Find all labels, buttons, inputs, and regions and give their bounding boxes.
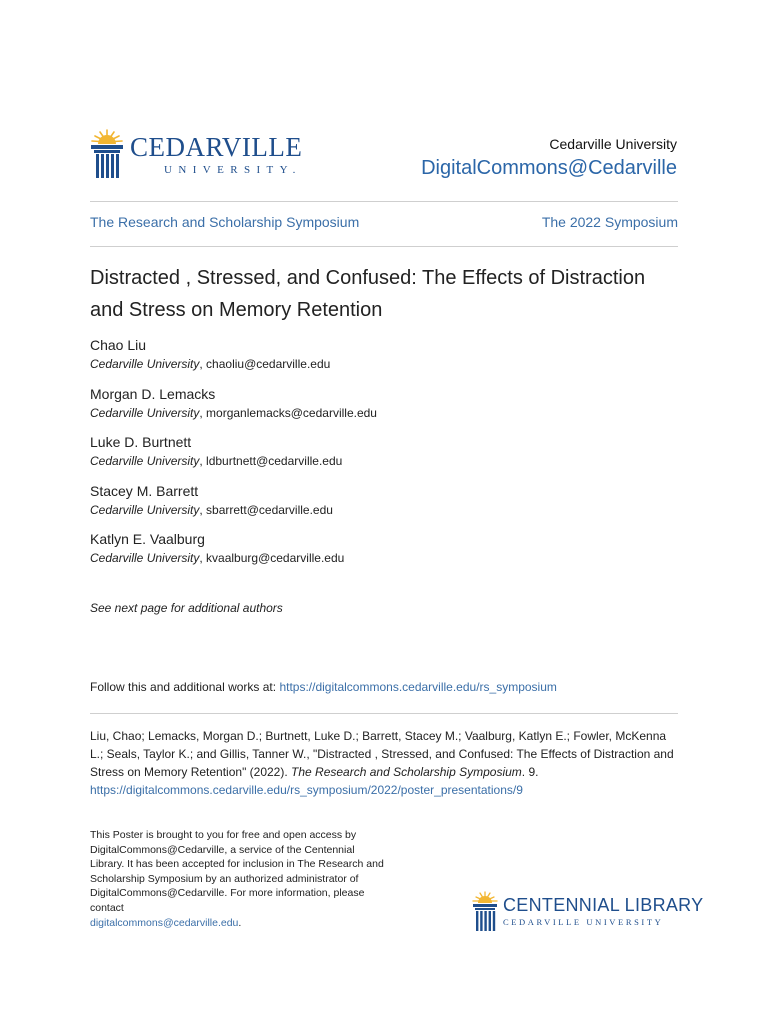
citation-number: . 9.: [521, 765, 539, 779]
library-subtitle: CEDARVILLE UNIVERSITY: [503, 917, 664, 927]
author-entry: [90, 337, 678, 386]
author-email: , ldburtnett@cedarville.edu: [199, 454, 343, 468]
author-name: Morgan D. Lemacks: [90, 385, 216, 402]
more-authors-note: See next page for additional authors: [90, 601, 283, 615]
library-pillar-sun-icon: [472, 890, 498, 932]
author-affiliation: Cedarville University, morganlemacks@cedarville.edu: [90, 405, 377, 420]
author-name: Luke D. Burtnett: [90, 434, 192, 450]
author-entry: [90, 531, 678, 580]
author-email: , morganlemacks@cedarville.edu: [199, 405, 377, 420]
author-email: , sbarrett@cedarville.edu: [199, 502, 333, 517]
author-entry: [90, 386, 678, 435]
divider: [90, 713, 678, 714]
author-email: , chaoliu@cedarville.edu: [199, 357, 331, 371]
author-entry: [90, 434, 678, 483]
author-email: , kvaalburg@cedarville.edu: [199, 551, 345, 565]
divider: [90, 246, 678, 247]
follow-label: Follow this and additional works at:: [90, 680, 280, 694]
citation-journal: The Research and Scholarship Symposium: [291, 765, 522, 779]
series-row: [90, 214, 678, 230]
logo-wordmark: CEDARVILLE: [130, 131, 303, 162]
author-name: Stacey M. Barrett: [90, 482, 199, 499]
author-affiliation: Cedarville University, kvaalburg@cedarville.edu: [90, 551, 345, 565]
citation-link[interactable]: https://digitalcommons.cedarville.edu/rs_symposium/2022/poster_presentations/9: [90, 783, 523, 797]
series-link[interactable]: The Research and Scholarship Symposium: [90, 214, 360, 230]
citation-text: Liu, Chao; Lemacks, Morgan D.; Burtnett, Luke D.; Barrett, Stacey M.; Vaalburg, Katlyn E.; Fowler, McKenna L.; Seals, Taylor K.; and Gillis, Tanner W., "Distracted , Stressed, and Confused: The Effects of Distraction and Stress on Memory Retention" (2022).: [90, 729, 674, 779]
cedarville-logo: [90, 128, 302, 180]
follow-line: [90, 680, 557, 694]
access-statement: [90, 828, 385, 930]
institution-name: Cedarville University: [549, 136, 677, 152]
author-name: Katlyn E. Vaalburg: [90, 531, 205, 547]
collection-link[interactable]: https://digitalcommons.cedarville.edu/rs_symposium: [279, 680, 557, 694]
repository-link[interactable]: DigitalCommons@Cedarville: [421, 157, 677, 179]
author-list: [90, 337, 678, 580]
contact-email-link[interactable]: digitalcommons@cedarville.edu: [90, 916, 239, 929]
event-link[interactable]: The 2022 Symposium: [541, 214, 678, 230]
institution-block: [421, 136, 677, 180]
access-text: This Poster is brought to you for free and open access by DigitalCommons@Cedarville, a service of the Centennial Library. It has been accepted for inclusion in The Research and Scholarship Symposium by an authorized administrator of DigitalCommons@Cedarville. For more information, please contact: [90, 829, 384, 914]
author-name: Chao Liu: [90, 337, 147, 353]
author-affiliation: Cedarville University, ldburtnett@cedarville.edu: [90, 454, 343, 468]
recommended-citation: [90, 727, 680, 799]
centennial-library-logo: [472, 890, 703, 932]
access-end: .: [238, 916, 242, 929]
cedarville-pillar-sun-icon: [90, 128, 124, 180]
paper-title: Distracted , Stressed, and Confused: The Effects of Distraction and Stress on Memory Retention: [90, 267, 646, 321]
library-wordmark: CENTENNIAL LIBRARY: [503, 895, 704, 915]
divider: [90, 201, 678, 202]
logo-subtitle: UNIVERSITY.: [164, 163, 302, 176]
author-affiliation: Cedarville University, chaoliu@cedarville.edu: [90, 357, 331, 371]
author-affiliation: Cedarville University, sbarrett@cedarville.edu: [90, 502, 333, 517]
author-entry: [90, 483, 678, 532]
